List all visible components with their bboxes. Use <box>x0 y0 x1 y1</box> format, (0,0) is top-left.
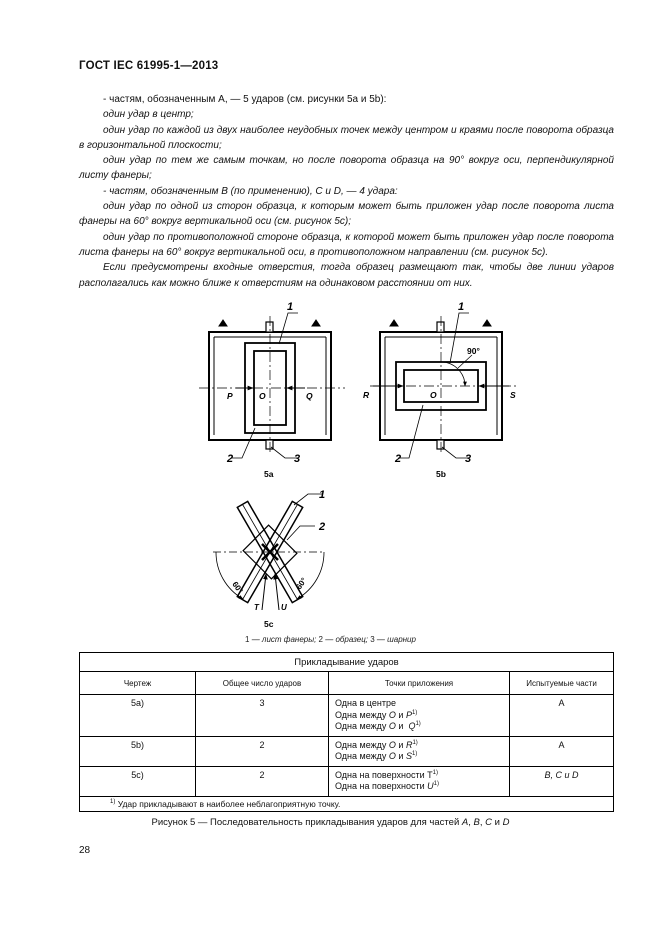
label-s: S <box>510 390 516 400</box>
figure-legend: 1 — лист фанеры; 2 — образец; 3 — шарнир <box>245 635 416 644</box>
paragraph: один удар по противоположной стороне образца, к которой может быть приложен удар после поворота листа фанеры на 60° вокруг вертикальной оси, в противоположном направлении (см. рисунок 5с). <box>79 231 614 258</box>
paragraph: один удар по каждой из двух наиболее неудобных точек между центром и краями после поворота образца в горизонтальной плоскости; <box>79 124 614 151</box>
label-1-5a: 1 <box>287 301 294 313</box>
angle-90-label: 90° <box>467 346 480 356</box>
label-1-5b: 1 <box>458 301 465 313</box>
table-row: 5a) 3 Одна в центре Одна между O и $P^{1)}$ Одна между O и $Q^{1)}$ A <box>80 695 614 737</box>
support-icon <box>219 320 227 326</box>
paragraph: - частям, обозначенным В (по применению), С и D, — 4 удара: <box>103 185 398 197</box>
support-icon <box>390 320 398 326</box>
subfigure-label-5c: 5с <box>264 619 274 629</box>
label-1-5c: 1 <box>319 489 326 501</box>
column-header: Общее число ударов <box>196 672 329 695</box>
support-icon <box>483 320 491 326</box>
figure-caption: Рисунок 5 — Последовательность прикладывания ударов для частей А, В, С и D <box>151 817 510 828</box>
table-footnote: $^{1)}$ Удар прикладывают в наиболее неблагоприятную точку. <box>80 796 614 811</box>
drawing-5c <box>213 494 325 610</box>
paragraph: один удар по тем же самым точкам, но после поворота образца на 90° вокруг оси, перпендикулярной листу фанеры; <box>79 155 614 182</box>
table-row: 5b) 2 Одна между O и $R^{1)}$ Одна между O и $S^{1)}$ A <box>80 736 614 766</box>
label-3-5a: 3 <box>294 453 301 465</box>
support-icon <box>312 320 320 326</box>
angle-60-right-label: 60° <box>294 576 309 592</box>
angle-60-left-label: 60° <box>230 579 245 596</box>
label-q: Q <box>306 391 313 401</box>
table-row: 5c) 2 Одна на поверхности $Т^{1)}$ Одна на поверхности $U^{1)}$ B, C и D <box>80 766 614 796</box>
column-header: Чертеж <box>80 672 196 695</box>
document-header: ГОСТ IEC 61995-1—2013 <box>79 60 219 72</box>
page-number: 28 <box>79 845 91 856</box>
label-3-5b: 3 <box>465 453 472 465</box>
label-p: P <box>227 391 233 401</box>
label-t: T <box>254 603 259 612</box>
paragraph: - частям, обозначенным А, — 5 ударов (см. рисунки 5а и 5b): <box>103 94 387 105</box>
table-title: Прикладывание ударов <box>80 653 614 672</box>
label-2-5b: 2 <box>395 453 402 465</box>
drawing-5a <box>199 313 345 458</box>
column-header: Точки приложения <box>329 672 510 695</box>
label-2-5a: 2 <box>227 453 234 465</box>
label-2-5c: 2 <box>319 521 326 533</box>
drawing-5b <box>370 313 516 458</box>
label-u: U <box>281 603 287 612</box>
label-o: O <box>430 390 437 400</box>
paragraph: Если предусмотрены входные отверстия, тогда образец размещают так, чтобы две линии ударов располагались как можно ближе к отверстиям на одинаковом расстоянии от них. <box>79 262 614 289</box>
impacts-table <box>79 652 614 812</box>
column-header: Испытуемые части <box>510 672 614 695</box>
paragraph: один удар по одной из сторон образца, к которым может быть приложен удар после поворота листа фанеры на 60° вокруг вертикальной оси (см. рисунок 5с); <box>79 201 614 228</box>
hinge-icon <box>437 322 444 332</box>
paragraph: один удар в центр; <box>103 109 194 121</box>
hinge-icon <box>266 322 273 332</box>
label-o: O <box>259 391 266 401</box>
label-r: R <box>363 390 370 400</box>
subfigure-label-5a: 5а <box>264 469 274 479</box>
subfigure-label-5b: 5b <box>436 469 446 479</box>
